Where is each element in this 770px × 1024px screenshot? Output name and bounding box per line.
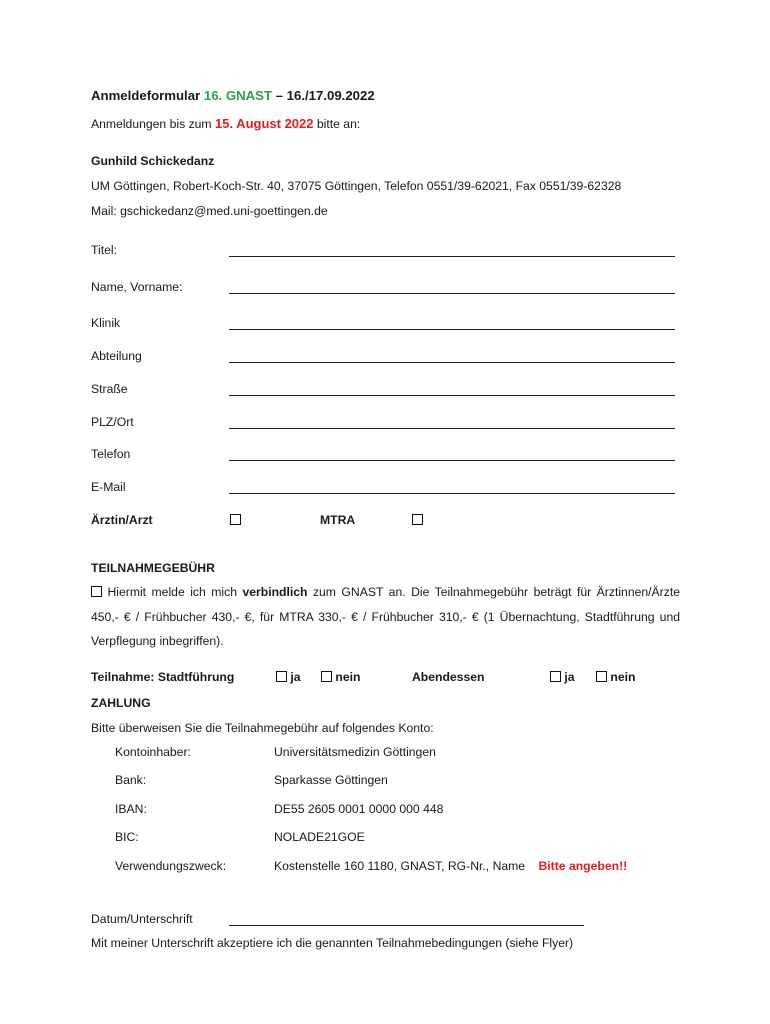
fee-text-bold: verbindlich <box>242 585 308 599</box>
stadtfuehrung-label: Teilnahme: Stadtführung <box>91 670 235 684</box>
fee-text-post: zum GNAST an. Die Teilnahmegebühr beträgt für Ärztinnen/Ärzte 450,- € / Frühbucher 430,- €, für MTRA 330,- € / Frühbucher 310,- € (1 Übernachtung, Stadtführung und Verpflegung inbegriffen). <box>91 585 681 648</box>
field-label-telefon: Telefon <box>91 447 131 461</box>
verwendungszweck-note: Bitte angeben!! <box>538 859 628 873</box>
bank-value-kontoinhaber: Universitätsmedizin Göttingen <box>274 745 436 759</box>
field-label-titel: Titel: <box>91 243 117 257</box>
field-label-abteilung: Abteilung <box>91 349 142 363</box>
deadline-text-end: bitte an: <box>313 117 361 131</box>
fee-text-pre: Hiermit melde ich mich <box>102 585 243 599</box>
consent-text: Mit meiner Unterschrift akzeptiere ich die genannten Teilnahmebedingungen (siehe Flyer) <box>91 936 574 950</box>
payment-intro: Bitte überweisen Sie die Teilnahmegebühr auf folgendes Konto: <box>91 721 434 735</box>
payment-heading: ZAHLUNG <box>91 696 151 710</box>
stadtfuehrung-ja[interactable] <box>276 670 301 684</box>
bank-label-bic: BIC: <box>115 830 139 844</box>
deadline-line <box>91 116 360 131</box>
abendessen-ja-label: ja <box>564 670 575 684</box>
abendessen-label: Abendessen <box>412 670 485 684</box>
abendessen-nein-checkbox[interactable] <box>596 671 607 682</box>
title-dates: – 16./17.09.2022 <box>272 88 375 103</box>
title-text: Anmeldeformular <box>91 88 204 103</box>
role-aerztin-label: Ärztin/Arzt <box>91 513 153 527</box>
field-label-email: E-Mail <box>91 480 126 494</box>
stadtfuehrung-nein-label: nein <box>335 670 361 684</box>
signature-line[interactable] <box>229 925 584 926</box>
stadtfuehrung-ja-label: ja <box>290 670 301 684</box>
field-line-plz-ort[interactable] <box>229 428 675 429</box>
role-aerztin-checkbox[interactable] <box>230 514 241 525</box>
bank-label-verwendungszweck: Verwendungszweck: <box>115 859 227 873</box>
abendessen-nein[interactable] <box>596 670 635 684</box>
field-line-strasse[interactable] <box>229 395 675 396</box>
deadline-date: 15. August 2022 <box>214 116 314 131</box>
contact-mail: Mail: gschickedanz@med.uni-goettingen.de <box>91 204 328 218</box>
field-line-email[interactable] <box>229 493 675 494</box>
contact-address: UM Göttingen, Robert-Koch-Str. 40, 37075 Göttingen, Telefon 0551/39-62021, Fax 0551/39-62328 <box>91 179 622 193</box>
contact-name: Gunhild Schickedanz <box>91 154 215 168</box>
bank-value-bic: NOLADE21GOE <box>274 830 365 844</box>
bank-label-iban: IBAN: <box>115 802 147 816</box>
field-line-telefon[interactable] <box>229 460 675 461</box>
role-mtra-label: MTRA <box>320 513 356 527</box>
field-line-abteilung[interactable] <box>229 362 675 363</box>
title-event-name: 16. GNAST <box>203 88 273 103</box>
role-mtra-checkbox[interactable] <box>412 514 423 525</box>
bank-label-kontoinhaber: Kontoinhaber: <box>115 745 191 759</box>
field-label-name: Name, Vorname: <box>91 280 183 294</box>
stadtfuehrung-ja-checkbox[interactable] <box>276 671 287 682</box>
bank-label-bank: Bank: <box>115 773 147 787</box>
field-line-name[interactable] <box>229 293 675 294</box>
signature-label: Datum/Unterschrift <box>91 912 193 926</box>
abendessen-ja-checkbox[interactable] <box>550 671 561 682</box>
deadline-text: Anmeldungen bis zum <box>91 117 215 131</box>
field-line-klinik[interactable] <box>229 329 675 330</box>
fee-heading: TEILNAHMEGEBÜHR <box>91 561 215 575</box>
field-line-titel[interactable] <box>229 256 675 257</box>
fee-confirm-checkbox[interactable] <box>91 586 102 597</box>
abendessen-nein-label: nein <box>610 670 636 684</box>
fee-paragraph <box>91 580 680 654</box>
field-label-strasse: Straße <box>91 382 128 396</box>
bank-value-bank: Sparkasse Göttingen <box>274 773 388 787</box>
bank-value-iban: DE55 2605 0001 0000 000 448 <box>274 802 444 816</box>
field-label-plz-ort: PLZ/Ort <box>91 415 134 429</box>
form-title <box>91 88 375 103</box>
bank-value-verwendungszweck <box>274 859 627 873</box>
field-label-klinik: Klinik <box>91 316 121 330</box>
abendessen-ja[interactable] <box>550 670 575 684</box>
verwendungszweck-text: Kostenstelle 160 1180, GNAST, RG-Nr., Name <box>274 859 526 873</box>
stadtfuehrung-nein-checkbox[interactable] <box>321 671 332 682</box>
stadtfuehrung-nein[interactable] <box>321 670 360 684</box>
